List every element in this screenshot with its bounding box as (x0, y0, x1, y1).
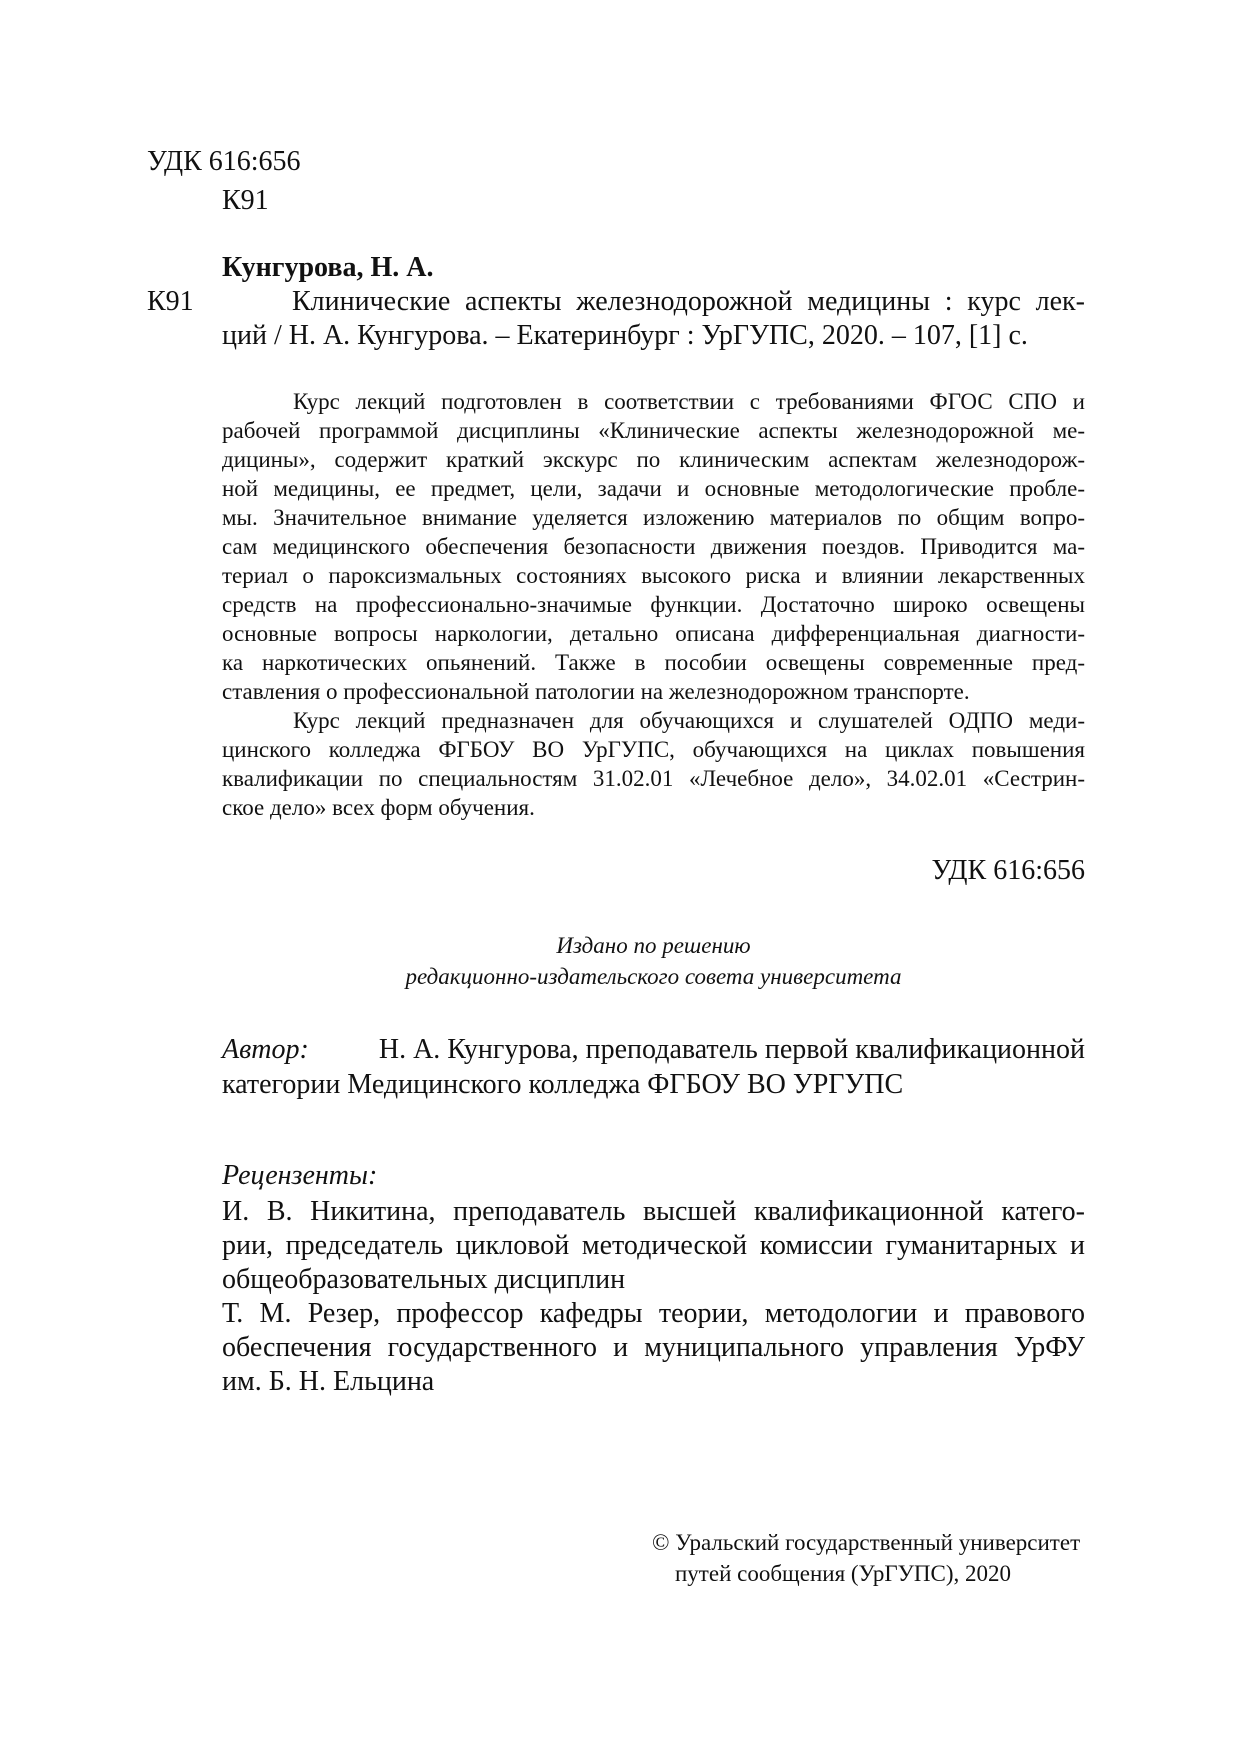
abstract-line: сам медицинского обеспечения безопасности движения поездов. Приводится ма- (222, 534, 1085, 559)
abstract-line: ной медицины, ее предмет, цели, задачи и основные методологические пробле- (222, 476, 1085, 501)
abstract-line: квалификации по специальностям 31.02.01 «Лечебное дело», 34.02.01 «Сестрин- (222, 766, 1085, 791)
abstract-line: дицины», содержит краткий экскурс по клиническим аспектам железнодорож- (222, 447, 1085, 472)
bbk-index: К91 (222, 185, 269, 216)
reviewer-line: рии, председатель цикловой методической комиссии гуманитарных и (222, 1230, 1085, 1261)
abstract-line: основные вопросы наркологии, детально описана дифференциальная диагности- (222, 621, 1085, 646)
abstract-line: ка наркотических опьянений. Также в пособии освещены современные пред- (222, 650, 1085, 675)
reviewer-line: И. В. Никитина, преподаватель высшей квалификационной катего- (222, 1196, 1085, 1227)
abstract-line: мы. Значительное внимание уделяется изложению материалов по общим вопро- (222, 505, 1085, 530)
copyright-line-2: путей сообщения (УрГУПС), 2020 (675, 1561, 1012, 1586)
reviewer-line: Т. М. Резер, профессор кафедры теории, методологии и правового (222, 1298, 1085, 1329)
abstract-line: средств на профессионально-значимые функции. Достаточно широко освещены (222, 592, 1085, 617)
author-credit-line-2: категории Медицинского колледжа ФГБОУ ВО УРГУПС (222, 1069, 904, 1100)
published-note-line-2: редакционно-издательского совета университета (405, 964, 902, 989)
abstract-line: Курс лекций предназначен для обучающихся и слушателей ОДПО меди- (293, 708, 1085, 733)
author-heading: Кунгурова, Н. А. (222, 252, 434, 283)
author-credit-row (222, 1034, 1085, 1066)
abstract-line: ское дело» всех форм обучения. (222, 795, 535, 820)
reviewer-line: им. Б. Н. Ельцина (222, 1366, 435, 1397)
published-note-line-1: Издано по решению (556, 933, 751, 958)
author-label: Автор: (222, 1034, 309, 1065)
author-sign: К91 (147, 286, 194, 317)
reviewer-line: обеспечения государственного и муниципального управления УрФУ (222, 1332, 1085, 1363)
reviewers-label: Рецензенты: (222, 1160, 378, 1191)
bib-line-2: ций / Н. А. Кунгурова. – Екатеринбург : УрГУПС, 2020. – 107, [1] с. (222, 320, 1028, 351)
bib-line-1: Клинические аспекты железнодорожной медицины : курс лек- (292, 286, 1085, 317)
abstract-line: ставления о профессиональной патологии на железнодорожном транспорте. (222, 679, 970, 704)
abstract-line: рабочей программой дисциплины «Клинические аспекты железнодорожной ме- (222, 418, 1085, 443)
udk-code: УДК 616:656 (147, 146, 301, 177)
abstract-line: териал о пароксизмальных состояниях высокого риска и влиянии лекарственных (222, 563, 1085, 588)
author-credit-line-1: Н. А. Кунгурова, преподаватель первой квалификационной (378, 1034, 1085, 1065)
reviewer-line: общеобразовательных дисциплин (222, 1264, 626, 1295)
abstract-line: цинского колледжа ФГБОУ ВО УрГУПС, обучающихся на циклах повышения (222, 737, 1085, 762)
copyright-line-1: © Уральский государственный университет (652, 1530, 1081, 1555)
abstract-line: Курс лекций подготовлен в соответствии с требованиями ФГОС СПО и (293, 389, 1085, 414)
udk-code-bottom: УДК 616:656 (931, 855, 1085, 886)
